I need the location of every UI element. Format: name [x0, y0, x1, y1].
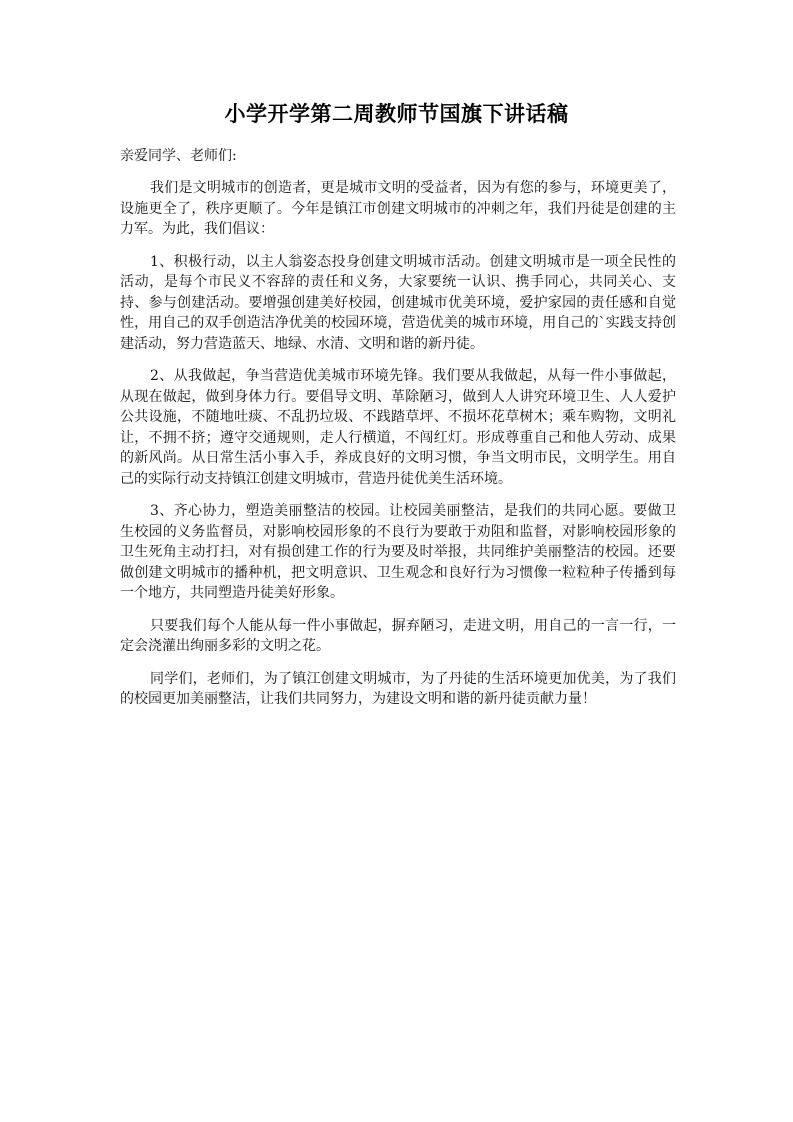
paragraph-intro: 我们是文明城市的创造者，更是城市文明的受益者，因为有您的参与，环境更美了，设施更全了，秩序更顺了。今年是镇江市创建文明城市的冲刺之年，我们丹徒是创建的主力军。为此，我们倡议： [120, 180, 676, 237]
paragraph-proposal-3: 3、齐心协力，塑造美丽整洁的校园。让校园美丽整洁，是我们的共同心愿。要做卫生校园的义务监督员，对影响校园形象的不良行为要敢于劝阻和监督，对影响校园形象的卫生死角主动打扫，对有损创建工作的行为要及时举报，共同维护美丽整洁的校园。还要做创建文明城市的播种机，把文明意识、卫生观念和良好行为习惯像一粒粒种子传播到每一个地方，共同塑造丹徒美好形象。 [120, 503, 676, 601]
paragraph-proposal-2: 2、从我做起，争当营造优美城市环境先锋。我们要从我做起，从每一件小事做起，从现在做起，做到身体力行。要倡导文明、革除陋习，做到人人讲究环境卫生、人人爱护公共设施，不随地吐痰、不乱扔垃圾、不践踏草坪、不损坏花草树木；乘车购物，文明礼让，不拥不挤；遵守交通规则，走人行横道，不闯红灯。形成尊重自己和他人劳动、成果的新风尚。从日常生活小事入手，养成良好的文明习惯，争当文明市民，文明学生。用自己的实际行动支持镇江创建文明城市，营造丹徒优美生活环境。 [120, 368, 676, 487]
paragraph-closing: 同学们，老师们，为了镇江创建文明城市，为了丹徒的生活环境更加优美，为了我们的校园更加美丽整洁，让我们共同努力，为建设文明和谐的新丹徒贡献力量！ [120, 670, 676, 707]
paragraph-summary: 只要我们每个人能从每一件小事做起，摒弃陋习，走进文明，用自己的一言一行，一定会浇灌出绚丽多彩的文明之花。 [120, 617, 676, 654]
document-body [120, 146, 676, 722]
paragraph-proposal-1: 1、积极行动，以主人翁姿态投身创建文明城市活动。创建文明城市是一项全民性的活动，是每个市民义不容辞的责任和义务，大家要统一认识、携手同心，共同关心、支持、参与创建活动。要增强创建美好校园，创建城市优美环境，爱护家园的责任感和自觉性，用自己的双手创造洁净优美的校园环境，营造优美的城市环境，用自己的`实践支持创建活动，努力营造蓝天、地绿、水清、文明和谐的新丹徒。 [120, 253, 676, 352]
salutation: 亲爱同学、老师们: [120, 148, 237, 164]
document-title: 小学开学第二周教师节国旗下讲话稿 [224, 101, 569, 126]
